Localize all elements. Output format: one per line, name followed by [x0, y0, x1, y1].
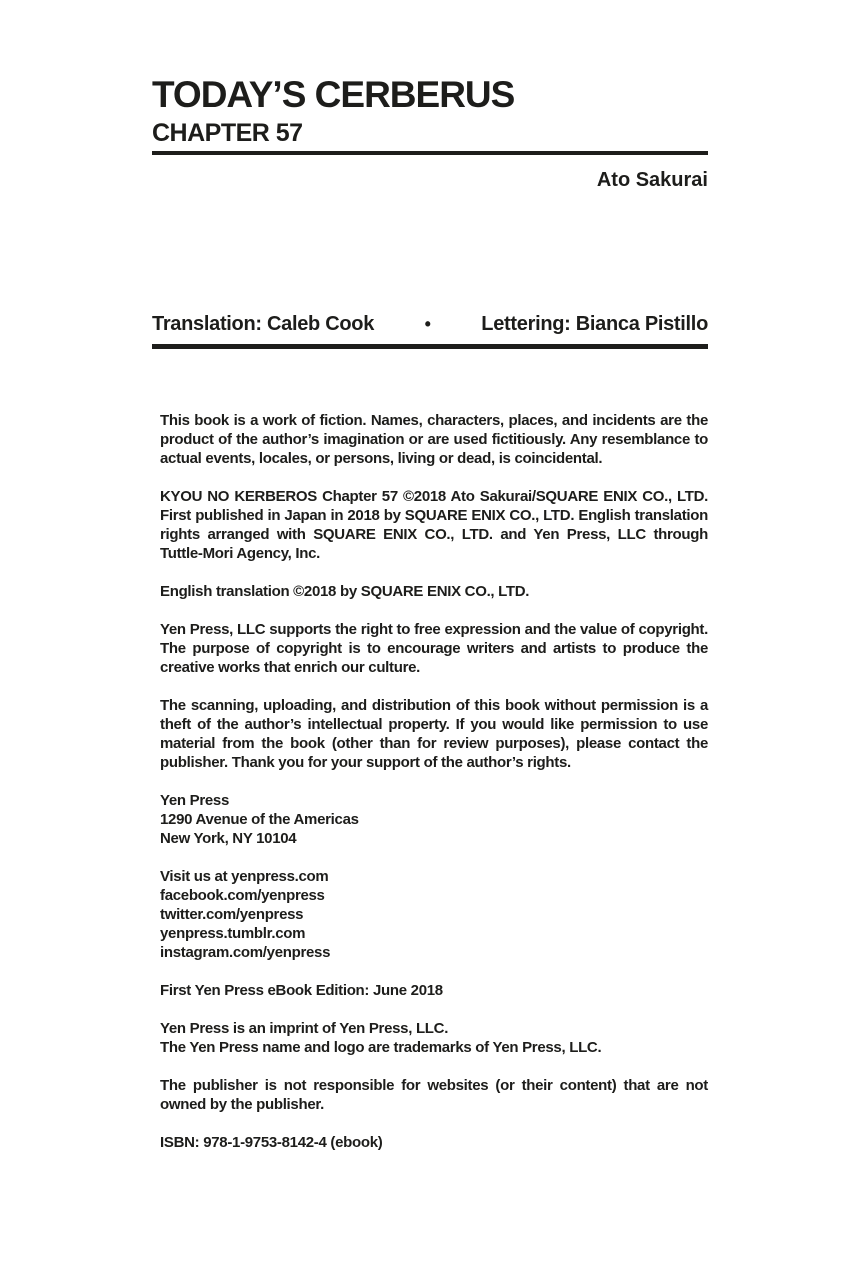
scanning-warning-paragraph: The scanning, uploading, and distribution of this book without permission is a theft of the author’s intellectual property. If you would like permission to use material from the book (other than for review purposes), please contact the publisher. Thank you for your support of the author’s rights. [160, 697, 708, 771]
fiction-disclaimer-paragraph: This book is a work of fiction. Names, characters, places, and incidents are the product of the author’s imagination or are used fictitiously. Any resemblance to actual events, locales, or persons, living or dead, is coincidental. [160, 412, 708, 467]
address-line: Yen Press [160, 792, 230, 809]
chapter-heading: CHAPTER 57 [152, 119, 303, 147]
imprint-line: Yen Press is an imprint of Yen Press, LLC. [160, 1020, 449, 1037]
isbn-line: ISBN: 978-1-9753-8142-4 (ebook) [160, 1134, 383, 1151]
credits-rule [152, 344, 708, 349]
link-line: facebook.com/yenpress [160, 887, 325, 904]
link-line: twitter.com/yenpress [160, 906, 304, 923]
legal-text-block [160, 411, 708, 1152]
lettering-credit: Lettering: Bianca Pistillo [481, 313, 708, 335]
publisher-links [160, 867, 708, 962]
link-line: Visit us at yenpress.com [160, 868, 329, 885]
title-rule [152, 151, 708, 155]
credits-line [152, 313, 708, 335]
translation-copyright-paragraph: English translation ©2018 by SQUARE ENIX CO., LTD. [160, 583, 530, 600]
website-disclaimer-paragraph: The publisher is not responsible for websites (or their content) that are not owned by the publisher. [160, 1077, 708, 1113]
copyright-paragraph: KYOU NO KERBEROS Chapter 57 ©2018 Ato Sakurai/SQUARE ENIX CO., LTD. First published in Japan in 2018 by SQUARE ENIX CO., LTD. English translation rights arranged with SQUARE ENIX CO., LTD. and Yen Press, LLC through Tuttle-Mori Agency, Inc. [160, 488, 708, 562]
translation-credit: Translation: Caleb Cook [152, 313, 375, 335]
free-expression-paragraph: Yen Press, LLC supports the right to free expression and the value of copyright. The purpose of copyright is to encourage writers and artists to produce the creative works that enrich our culture. [160, 621, 708, 676]
link-line: yenpress.tumblr.com [160, 925, 306, 942]
book-title: TODAY’S CERBERUS [152, 74, 515, 115]
address-line: 1290 Avenue of the Americas [160, 811, 359, 828]
author-name: Ato Sakurai [596, 169, 708, 191]
address-line: New York, NY 10104 [160, 830, 297, 847]
link-line: instagram.com/yenpress [160, 944, 331, 961]
edition-line: First Yen Press eBook Edition: June 2018 [160, 982, 443, 999]
colophon-content [152, 76, 708, 1171]
imprint-line: The Yen Press name and logo are trademarks of Yen Press, LLC. [160, 1039, 602, 1056]
bullet-separator-icon: • [424, 314, 431, 334]
publisher-address [160, 791, 708, 848]
imprint-block [160, 1019, 708, 1057]
